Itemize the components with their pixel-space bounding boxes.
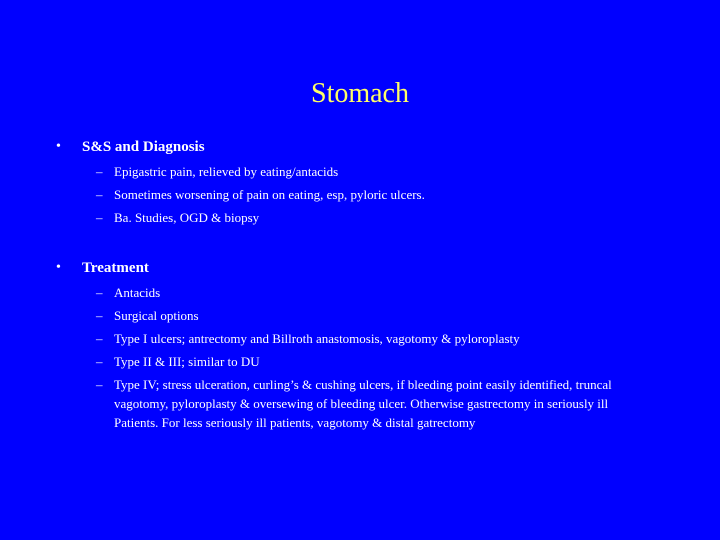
bullet-row bbox=[0, 257, 720, 279]
section-heading: Treatment bbox=[82, 260, 149, 276]
list-item-text: Antacids bbox=[114, 285, 161, 300]
list-item-text: Epigastric pain, relieved by eating/antacids bbox=[114, 164, 339, 179]
list-item-text: Type I ulcers; antrectomy and Billroth anastomosis, vagotomy & pyloroplasty bbox=[114, 331, 520, 346]
list-item-text: Type II & III; similar to DU bbox=[114, 354, 260, 369]
dash-icon: – bbox=[96, 187, 103, 202]
list-item bbox=[0, 160, 720, 183]
dash-icon: – bbox=[96, 331, 103, 346]
list-item-text: Type IV; stress ulceration, curling’s & cushing ulcers, if bleeding point easily identified, truncal vagotomy, pyloroplasty & oversewing of bleeding ulcer. Otherwise gastrectomy in seriously ill Patients. For less seriously ill patients, vagotomy & distal gatrectomy bbox=[114, 377, 612, 430]
list-item bbox=[0, 373, 720, 432]
dash-icon: – bbox=[96, 354, 103, 369]
list-item bbox=[0, 350, 720, 373]
section-diagnosis bbox=[0, 136, 720, 229]
list-item-text: Ba. Studies, OGD & biopsy bbox=[114, 210, 260, 225]
section-heading: S&S and Diagnosis bbox=[82, 139, 205, 155]
dash-icon: – bbox=[96, 164, 103, 179]
sub-list bbox=[0, 160, 720, 229]
section-treatment bbox=[0, 257, 720, 432]
list-item bbox=[0, 281, 720, 304]
list-item bbox=[0, 183, 720, 206]
slide-title: Stomach bbox=[311, 78, 409, 109]
list-item-text: Sometimes worsening of pain on eating, esp, pyloric ulcers. bbox=[114, 187, 425, 202]
dash-icon: – bbox=[96, 285, 103, 300]
bullet-icon: • bbox=[56, 260, 61, 275]
list-item-text: Surgical options bbox=[114, 308, 199, 323]
bullet-icon: • bbox=[56, 139, 61, 154]
dash-icon: – bbox=[96, 210, 103, 225]
list-item bbox=[0, 327, 720, 350]
dash-icon: – bbox=[96, 377, 103, 392]
dash-icon: – bbox=[96, 308, 103, 323]
bullet-row bbox=[0, 136, 720, 158]
list-item bbox=[0, 206, 720, 229]
sub-list bbox=[0, 281, 720, 432]
list-item bbox=[0, 304, 720, 327]
